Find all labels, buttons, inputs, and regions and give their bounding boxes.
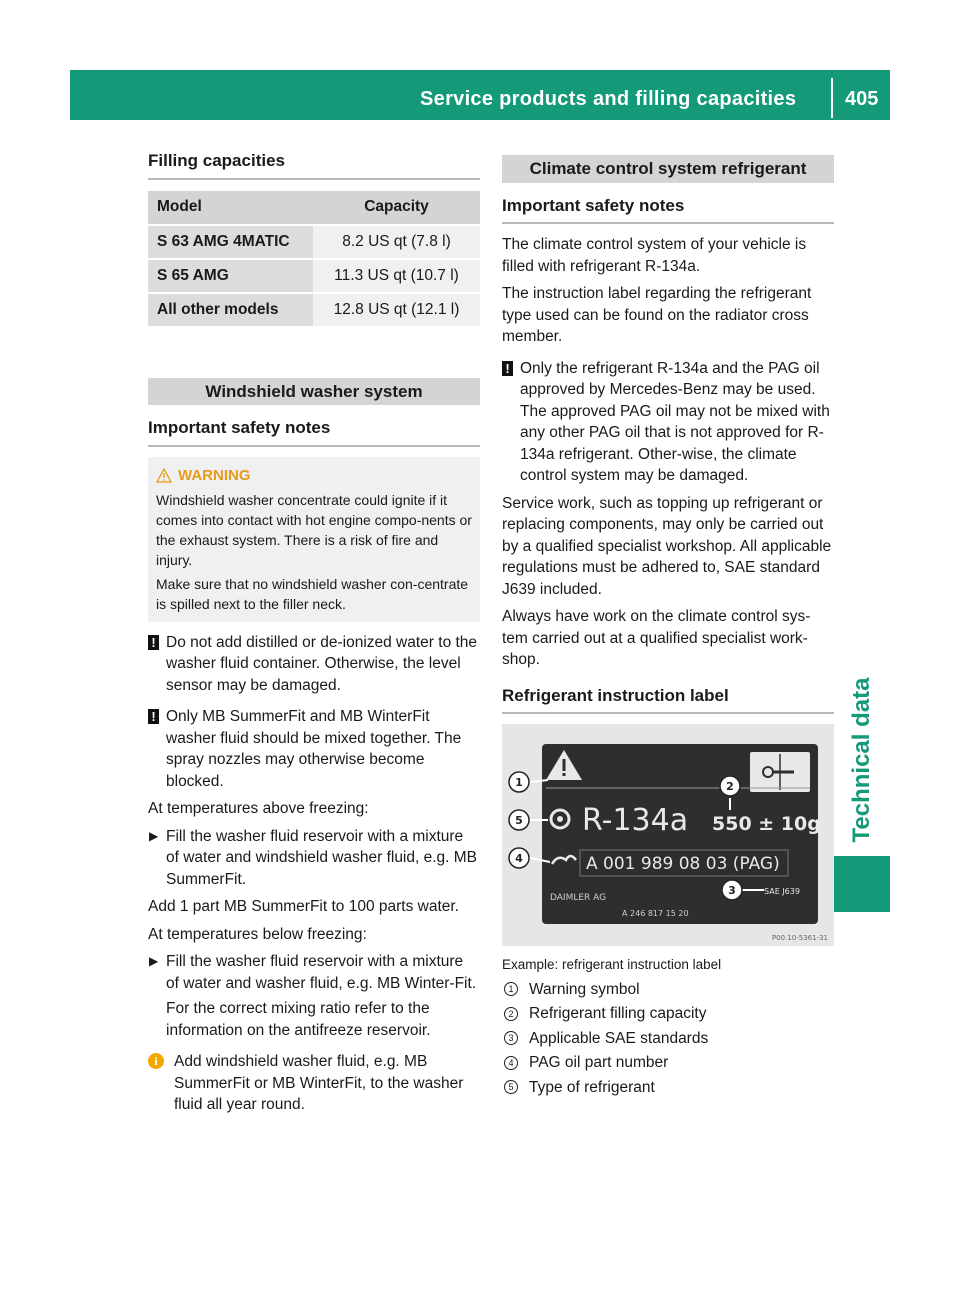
capacity-cell: 12.8 US qt (12.1 l) — [313, 293, 480, 327]
legend-text: Type of refrigerant — [529, 1078, 655, 1096]
step-note: For the correct mixing ratio refer to the information on the antifreeze reservoir. — [166, 1000, 431, 1039]
capacity-cell: 11.3 US qt (10.7 l) — [313, 259, 480, 293]
warning-text: Windshield washer concentrate could ignite if it comes into contact with hot engine compo-nents or the exhaust system. There is a risk of fire and injury. — [156, 491, 472, 568]
instruction-step — [148, 826, 480, 891]
exclamation-icon: ! — [148, 635, 159, 650]
info-icon: i — [148, 1053, 164, 1069]
list-item — [502, 1028, 834, 1050]
notice — [148, 706, 480, 792]
climate-paragraph: The climate control system of your vehicle is filled with refrigerant R-134a. — [502, 236, 807, 275]
table-header-row — [148, 191, 480, 225]
list-item — [502, 1052, 834, 1074]
legend-text: Refrigerant filling capacity — [529, 1005, 707, 1022]
legend-text: Warning symbol — [529, 980, 640, 998]
warning-text: Make sure that no windshield washer con-centrate is spilled next to the filler neck. — [156, 575, 469, 612]
figure-id-text: P00.10-5361-31 — [771, 934, 828, 942]
svg-text:4: 4 — [515, 852, 523, 865]
list-item — [502, 979, 834, 1001]
side-tab-label: Technical data — [848, 677, 875, 843]
legend-number-icon: 3 — [504, 1031, 518, 1045]
refrigerant-amount-text: 550 ± 10g — [712, 813, 821, 835]
refrigerant-label-figure — [502, 724, 834, 946]
arrow-right-icon: ▶ — [149, 954, 159, 968]
arrow-right-icon: ▶ — [149, 828, 159, 843]
filling-capacities-title: Filling capacities — [148, 150, 480, 180]
header-divider — [831, 78, 833, 118]
svg-text:2: 2 — [726, 780, 734, 793]
table-row — [148, 225, 480, 259]
step-text: Fill the washer fluid reservoir with a mixture of water and windshield washer fluid, e.g. MB SummerFit. — [166, 827, 478, 888]
svg-text:1: 1 — [515, 776, 523, 789]
warning-triangle-icon — [156, 468, 172, 483]
page-number: 405 — [845, 88, 879, 110]
legend-number-icon: 2 — [504, 1007, 518, 1021]
page-title: Service products and filling capacities — [420, 88, 797, 110]
list-item — [502, 1003, 834, 1025]
label-section-title: Refrigerant instruction label — [502, 685, 834, 715]
info-text: Add windshield washer fluid, e.g. MB SummerFit or MB WinterFit, to the washer fluid all year round. — [174, 1053, 464, 1113]
model-cell: S 63 AMG 4MATIC — [148, 225, 313, 259]
list-item — [502, 1077, 834, 1099]
figure-caption: Example: refrigerant instruction label — [502, 957, 722, 972]
temp-above-label: At temperatures above freezing: — [148, 800, 369, 817]
figure-legend — [502, 979, 834, 1099]
notice — [502, 358, 834, 487]
legend-text: Applicable SAE standards — [529, 1029, 709, 1047]
notice-text: Only the refrigerant R-134a and the PAG oil approved by Mercedes-Benz may be used. The approved PAG oil may not be mixed with any other PAG oil that is not approved for R-134a refrigerant. Other-wise, the climate control system may be damaged. — [520, 359, 830, 484]
right-column — [502, 155, 834, 1098]
info-note — [148, 1051, 480, 1116]
exclamation-icon: ! — [502, 361, 513, 376]
warning-box — [148, 457, 480, 622]
legend-number-icon: 1 — [504, 982, 518, 996]
part-number-text: A 001 989 08 03 (PAG) — [586, 854, 780, 874]
washer-safety-title: Important safety notes — [148, 417, 480, 447]
column-header-capacity: Capacity — [313, 191, 480, 225]
instruction-step — [148, 951, 480, 1041]
label-number-text: A 246 817 15 20 — [622, 909, 689, 918]
legend-text: PAG oil part number — [529, 1054, 669, 1071]
climate-paragraph: Service work, such as topping up refrigerant or replacing components, may only be carried out by a qualified specialist workshop. All applicable regulations must be adhered to, SAE standard J639 included. — [502, 494, 832, 598]
refrigerant-type-text: R-134a — [582, 803, 689, 838]
notice — [148, 632, 480, 697]
step-text: Fill the washer fluid reservoir with a mixture of water and washer fluid, e.g. MB Winter-Fit. — [166, 953, 477, 992]
filling-capacities-table — [148, 191, 480, 328]
model-cell: All other models — [148, 293, 313, 327]
refrigerant-label-illustration — [502, 724, 834, 946]
table-row — [148, 293, 480, 327]
sae-text: SAE J639 — [764, 887, 800, 896]
temp-below-label: At temperatures below freezing: — [148, 925, 367, 943]
warning-heading — [156, 466, 472, 486]
legend-number-icon: 5 — [504, 1080, 518, 1094]
maker-text: DAIMLER AG — [550, 893, 607, 903]
climate-paragraph: The instruction label regarding the refrigerant type used can be found on the radiator cross member. — [502, 285, 812, 345]
climate-safety-title: Important safety notes — [502, 195, 834, 225]
climate-paragraph: Always have work on the climate control sys-tem carried out at a qualified specialist work-shop. — [502, 608, 811, 668]
svg-text:5: 5 — [515, 814, 523, 827]
table-row — [148, 259, 480, 293]
exclamation-icon: ! — [148, 709, 159, 724]
column-header-model: Model — [148, 191, 313, 225]
warning-label: WARNING — [178, 466, 251, 484]
svg-text:3: 3 — [728, 884, 736, 897]
model-cell: S 65 AMG — [148, 259, 313, 293]
washer-section-band: Windshield washer system — [148, 378, 480, 406]
left-column — [148, 150, 480, 1116]
mixing-ratio-text: Add 1 part MB SummerFit to 100 parts water. — [148, 898, 459, 915]
legend-number-icon: 4 — [504, 1056, 518, 1070]
climate-section-band: Climate control system refrigerant — [502, 155, 834, 183]
capacity-cell: 8.2 US qt (7.8 l) — [313, 225, 480, 259]
notice-text: Only MB SummerFit and MB WinterFit washer fluid should be mixed together. The spray nozzles may otherwise become blocked. — [166, 708, 462, 790]
side-tab-block — [834, 856, 890, 912]
notice-text: Do not add distilled or de-ionized water to the washer fluid container. Otherwise, the level sensor may be damaged. — [166, 633, 478, 694]
